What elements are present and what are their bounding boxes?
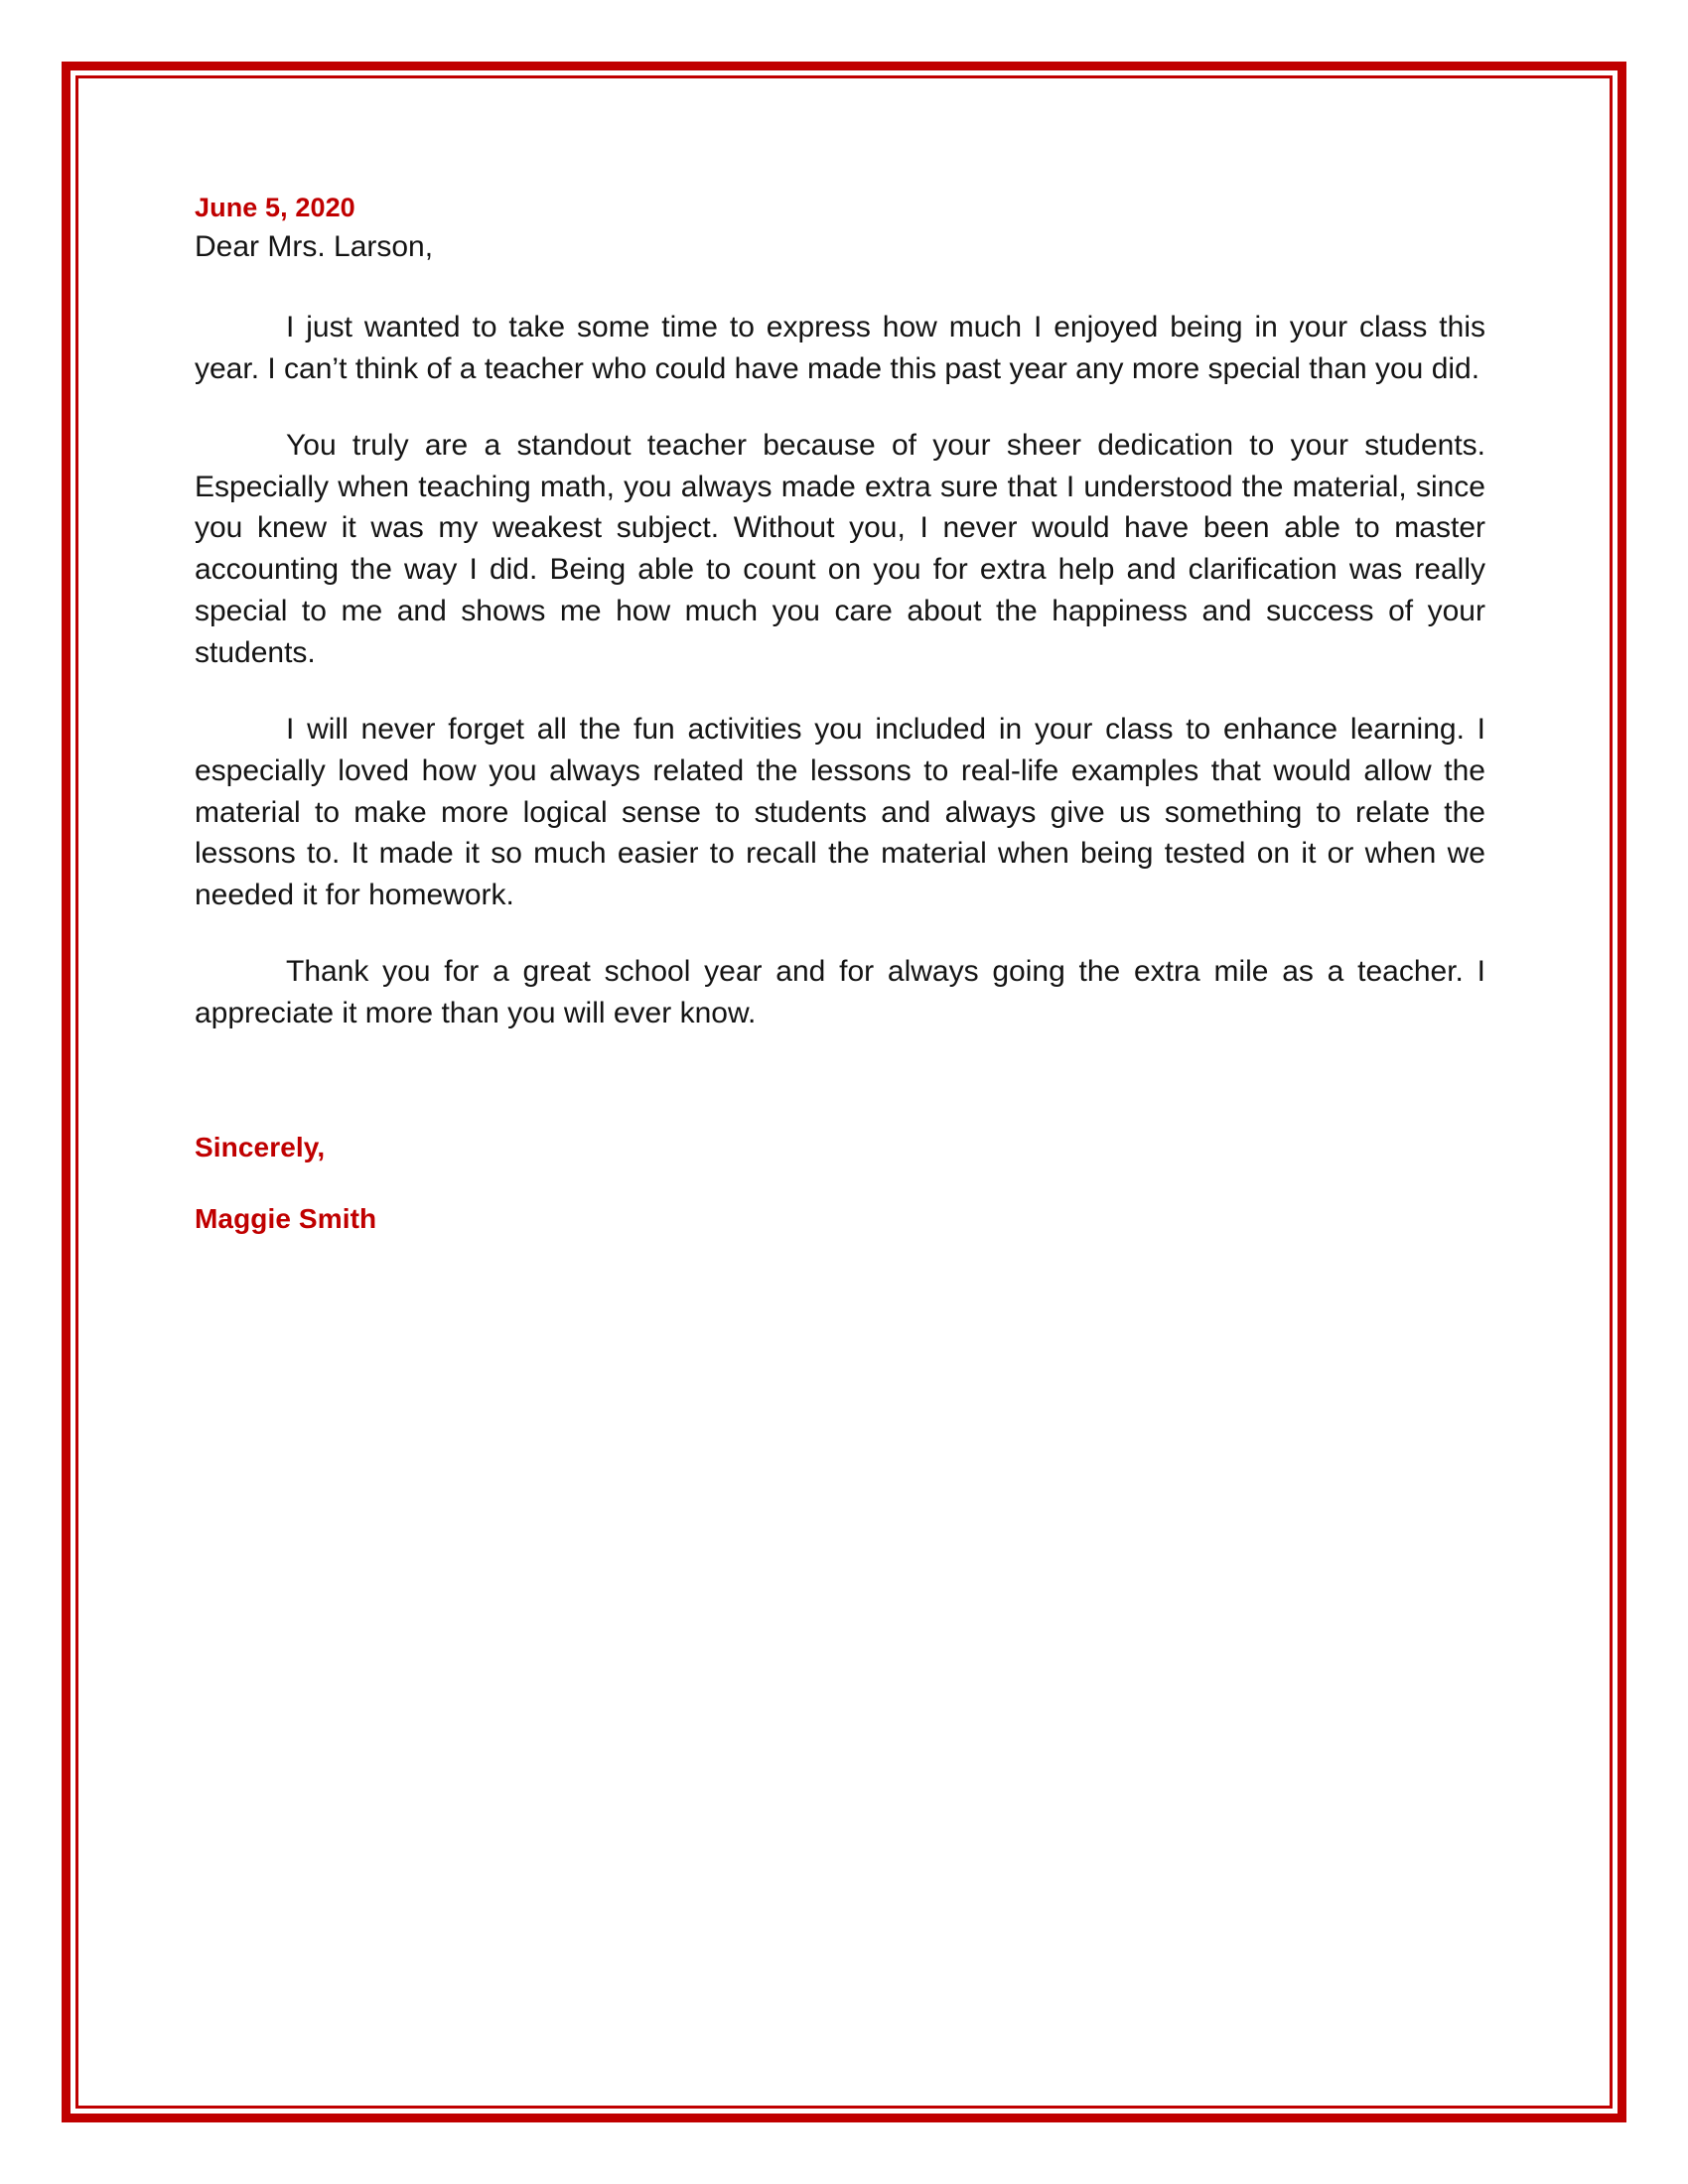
letter-date: June 5, 2020	[195, 193, 355, 222]
letter-paragraph-3: I will never forget all the fun activities you included in your class to enhance learning. I especially loved how you always related the lessons to real-life examples that would allow the material to make more logical sense to students and always give us something to relate the lessons to. It made it so much easier to recall the material when being tested on it or when we needed it for homework.	[195, 712, 1485, 912]
letter-signature: Maggie Smith	[195, 1203, 377, 1235]
letter-paragraph-4: Thank you for a great school year and for always going the extra mile as a teacher. I appreciate it more than you will ever know.	[195, 955, 1485, 1029]
letter-body	[195, 191, 1485, 1238]
letter-paragraph-1: I just wanted to take some time to express how much I enjoyed being in your class this year. I can’t think of a teacher who could have made this past year any more special than you did.	[195, 311, 1485, 385]
letter-closing: Sincerely,	[195, 1131, 326, 1162]
letter-salutation: Dear Mrs. Larson,	[195, 230, 434, 264]
letter-paragraph-2: You truly are a standout teacher because of your sheer dedication to your students. Especially when teaching math, you always made extra sure that I understood the material, since you knew it was my weakest subject. Without you, I never would have been able to master accounting the way I did. Being able to count on you for extra help and clarification was really special to me and shows me how much you care about the happiness and success of your students.	[195, 428, 1485, 669]
